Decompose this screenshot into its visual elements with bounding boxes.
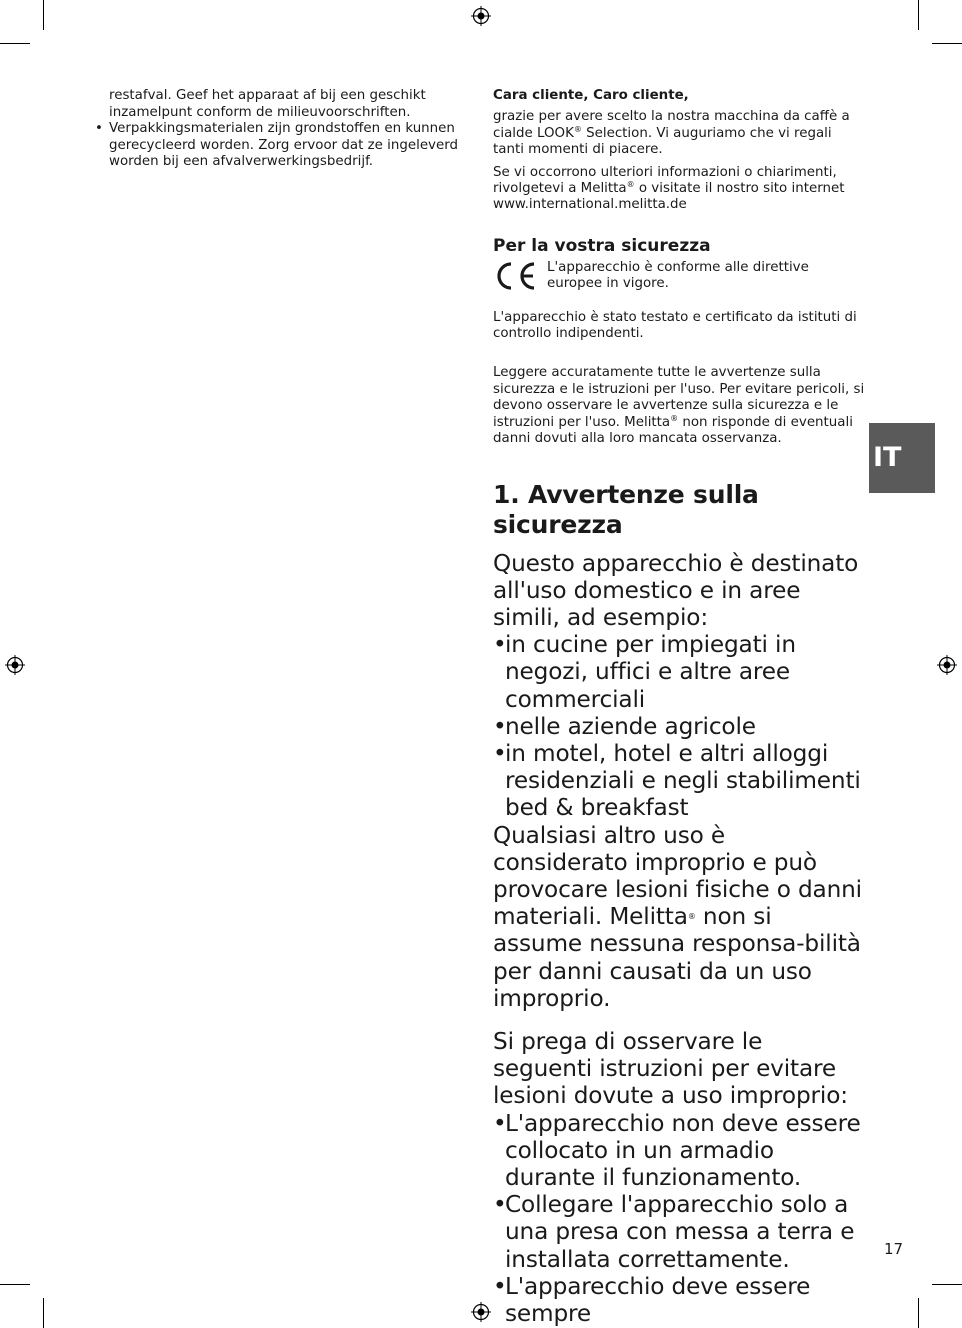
continuation-text: restafval. Geef het apparaat af bij een geschikt inzamelpunt conform de milieuvoorschriften.: [109, 88, 426, 120]
list-item: • in cucine per impiegati in negozi, uffici e altre aree commerciali: [493, 631, 796, 713]
list-item: • in motel, hotel e altri alloggi residenziali e negli stabilimenti bed & breakfast: [493, 739, 861, 822]
registration-mark-icon: [471, 6, 491, 26]
list-item: • nelle aziende agricole: [493, 712, 756, 740]
right-column: [493, 88, 865, 1327]
intro-section: [493, 88, 865, 214]
read-instructions-text: Leggere accuratamente tutte le avvertenze sulla sicurezza e le istruzioni per l'uso. Per evitare pericoli, si devono osservare le avvertenze sulla sicurezza e le istruzioni per l'uso. Melitta® non risponde di eventuali danni dovuti alla loro mancata osservanza.: [493, 365, 865, 447]
misuse-warning: Qualsiasi altro uso è considerato improprio e può provocare lesioni fisiche o danni materiali. Melitta® non si assume nessuna responsa-bilità per danni causati da un uso improprio.: [493, 821, 862, 1012]
crop-mark: [918, 0, 919, 30]
crop-mark: [43, 0, 44, 30]
list-item: • Collegare l'apparecchio solo a una presa con messa a terra e installata correttamente.: [493, 1191, 855, 1273]
intended-use-list: [493, 631, 865, 821]
registration-mark-icon: [937, 655, 957, 675]
contact-paragraph: Se vi occorrono ulteriori informazioni o chiarimenti, rivolgetevi a Melitta® o visitate il nostro sito internet www.international.melitta.de: [493, 164, 845, 213]
bullet: •: [95, 121, 103, 137]
greeting: Cara cliente, Caro cliente,: [493, 88, 689, 103]
page-number: 17: [884, 1240, 904, 1258]
left-bullet-list: [93, 121, 468, 171]
registration-mark-icon: [5, 655, 25, 675]
ce-conformity: [493, 260, 865, 293]
tested-text: L'apparecchio è stato testato e certificato da istituti di controllo indipendenti.: [493, 309, 857, 342]
crop-mark: [43, 1298, 44, 1328]
intro-paragraph: grazie per avere scelto la nostra macchina da caffè a cialde LOOK® Selection. Vi auguriamo che vi regali tanti momenti di piacere.: [493, 109, 850, 158]
crop-mark: [918, 1298, 919, 1328]
instructions-intro: Si prega di osservare le seguenti istruzioni per evitare lesioni dovute a uso improprio:: [493, 1027, 848, 1110]
section-title: 1. Avvertenze sulla sicurezza: [493, 479, 759, 539]
crop-mark: [0, 43, 30, 44]
ce-mark-icon: [493, 260, 537, 292]
left-column: [93, 88, 468, 171]
list-item: • Verpakkingsmaterialen zijn grondstoffen en kunnen gerecycleerd worden. Zorg ervoor dat ze ingeleverd worden bij een afvalverwerkingsbedrijf.: [95, 121, 458, 170]
crop-mark: [932, 43, 962, 44]
crop-mark: [0, 1284, 30, 1285]
intended-use-intro: Questo apparecchio è destinato all'uso domestico e in aree simili, ad esempio:: [493, 549, 859, 631]
section-body: [493, 550, 865, 1328]
language-tab: IT: [869, 423, 935, 493]
safety-section: [493, 260, 865, 448]
ce-text: L'apparecchio è conforme alle direttive europee in vigore.: [547, 259, 809, 292]
instructions-list: [493, 1110, 865, 1328]
list-item: • L'apparecchio non deve essere collocato in un armadio durante il funzionamento.: [493, 1109, 861, 1191]
safety-heading: Per la vostra sicurezza: [493, 235, 711, 256]
list-item: • L'apparecchio deve essere sempre: [493, 1272, 811, 1327]
registration-mark-icon: [471, 1302, 491, 1322]
crop-mark: [932, 1284, 962, 1285]
